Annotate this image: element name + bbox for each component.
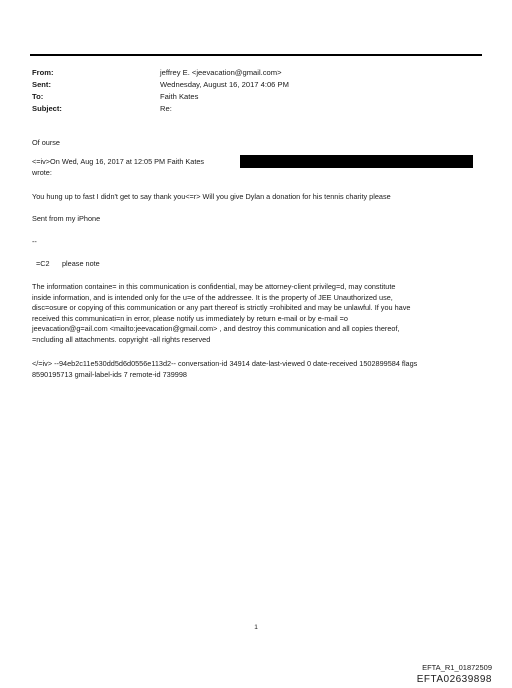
to-value: Faith Kates bbox=[160, 92, 199, 101]
quote-intro-line2: wrote: bbox=[32, 168, 52, 177]
from-label: From: bbox=[32, 68, 54, 77]
reply-text: Of ourse bbox=[32, 138, 60, 147]
separator-text: -- bbox=[32, 237, 37, 246]
metadata-line: </=iv> --94eb2c11e530dd5d6d0556e113d2-- conversation-id 34914 date-last-viewed 0 date-received 1502899584 flags bbox=[32, 359, 418, 368]
disclaimer-line: =ncluding all attachments. copyright -all rights reserved bbox=[32, 334, 211, 344]
metadata-line: 8590195713 gmail-label-ids 7 remote-id 739998 bbox=[32, 369, 187, 379]
quoted-message: You hung up to fast I didn't get to say thank you<=r> Will you give Dylan a donation for his tennis charity please bbox=[32, 192, 391, 201]
from-value: jeffrey E. <jeevacation@gmail.com> bbox=[160, 68, 282, 77]
subject-label: Subject: bbox=[32, 104, 62, 113]
disclaimer-line: inside information, and is intended only for the u=e of the addressee. It is the property of JEE Unauthorized use, bbox=[32, 292, 393, 302]
quote-intro-line1: <=iv>On Wed, Aug 16, 2017 at 12:05 PM Faith Kates bbox=[32, 157, 205, 166]
sent-label: Sent: bbox=[32, 80, 51, 89]
disclaimer-line: received this communicati=n in error, please notify us immediately by return e-mail or by e-mail =o bbox=[32, 313, 348, 323]
page-number: 1 bbox=[254, 624, 258, 631]
note-code: =C2 bbox=[36, 259, 50, 268]
metadata-paragraph bbox=[32, 359, 462, 380]
bates-number-secondary: EFTA02639898 bbox=[416, 674, 492, 685]
note-text: please note bbox=[62, 259, 100, 268]
disclaimer-line: disc=osure or copying of this communication or any part thereof is strictly =rohibited and may be unlawful. If you have bbox=[32, 303, 411, 312]
signature-text: Sent from my iPhone bbox=[32, 214, 101, 223]
header-divider bbox=[30, 54, 482, 56]
disclaimer-line: jeevacation@g=ail.com <mailto:jeevacation@gmail.com> , and destroy this communication and all copies thereof, bbox=[32, 324, 400, 333]
bates-number-primary: EFTA_R1_01872509 bbox=[422, 663, 492, 672]
sent-value: Wednesday, August 16, 2017 4:06 PM bbox=[160, 80, 289, 89]
to-label: To: bbox=[32, 92, 44, 101]
subject-value: Re: bbox=[160, 104, 172, 113]
redaction-box bbox=[240, 155, 473, 168]
disclaimer-line: The information containe= in this communication is confidential, may be attorney-client privileg=d, may constitute bbox=[32, 282, 396, 291]
disclaimer-paragraph bbox=[32, 282, 462, 345]
